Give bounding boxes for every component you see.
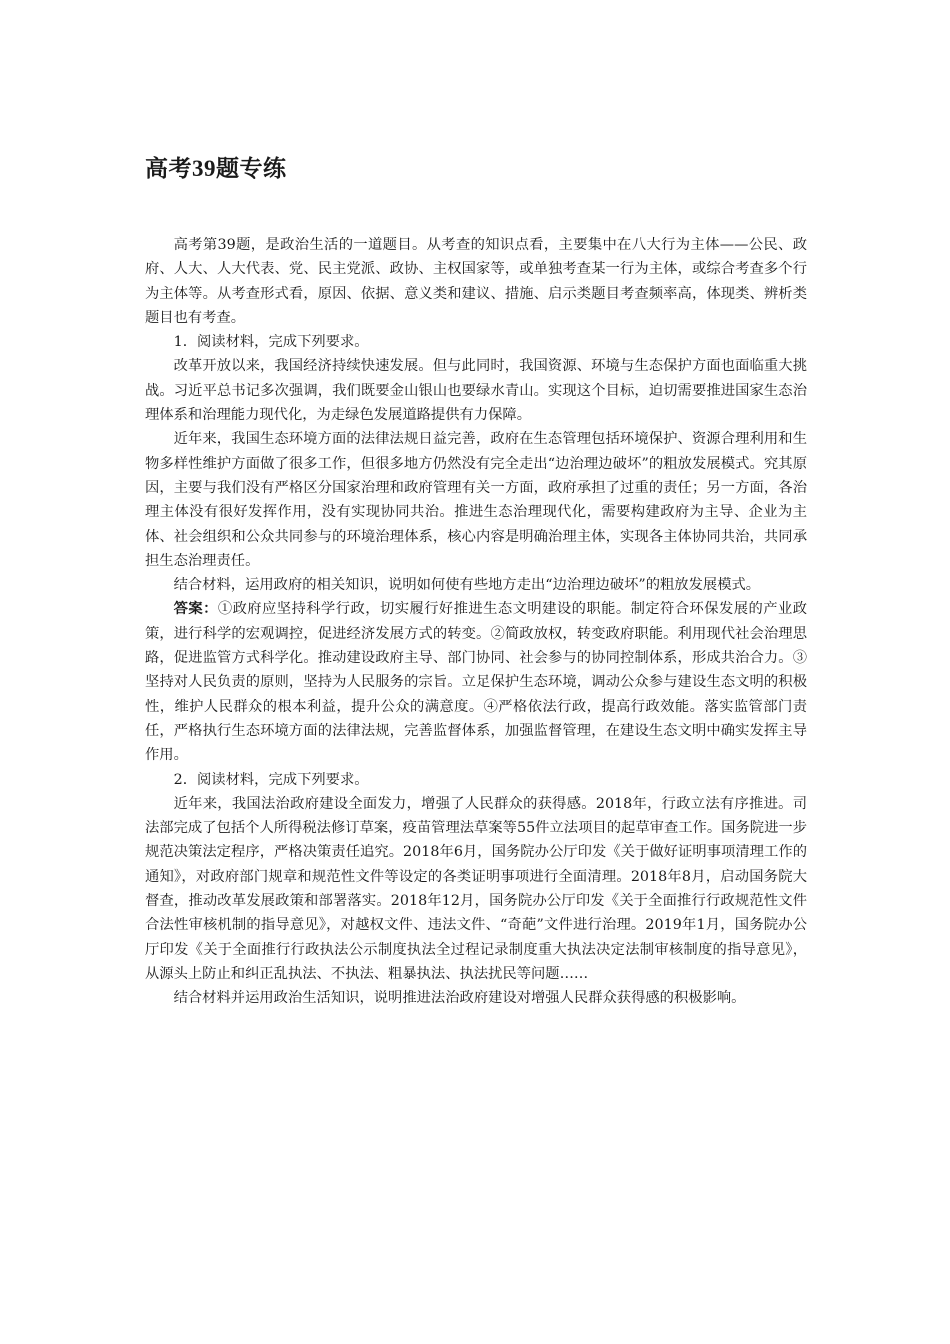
question-1-material-2: 近年来，我国生态环境方面的法律法规日益完善，政府在生态管理包括环境保护、资源合理利用和生物多样性维护方面做了很多工作，但很多地方仍然没有完全走出“边治理边破坏”的粗放发展模式。究其原因，主要与我们没有严格区分国家治理和政府管理有关一方面，政府承担了过重的责任；另一方面，各治理主体没有很好发挥作用，没有实现协同共治。推进生态治理现代化，需要构建政府为主导、企业为主体、社会组织和公众共同参与的环境治理体系，核心内容是明确治理主体，实现各主体协同共治，共同承担生态治理责任。: [145, 431, 807, 569]
question-2-prompt: 结合材料并运用政治生活知识，说明推进法治政府建设对增强人民群众获得感的积极影响。: [173, 990, 746, 1007]
document-body: [145, 233, 807, 1011]
question-1-heading: 1．阅读材料，完成下列要求。: [173, 334, 369, 351]
question-1-material-1: 改革开放以来，我国经济持续快速发展。但与此同时，我国资源、环境与生态保护方面也面临重大挑战。习近平总书记多次强调，我们既要金山银山也要绿水青山。实现这个目标，迫切需要推进国家生态治理体系和治理能力现代化，为走绿色发展道路提供有力保障。: [145, 358, 807, 424]
question-2-material: 近年来，我国法治政府建设全面发力，增强了人民群众的获得感。2018年，行政立法有序推进。司法部完成了包括个人所得税法修订草案，疫苗管理法草案等55件立法项目的起草审查工作。国务院进一步规范决策法定程序，严格决策责任追究。2018年6月，国务院办公厅印发《关于做好证明事项清理工作的通知》，对政府部门规章和规范性文件等设定的各类证明事项进行全面清理。2018年8月，启动国务院大督查，推动改革发展政策和部署落实。2018年12月，国务院办公厅印发《关于全面推行行政规范性文件合法性审核机制的指导意见》，对越权文件、违法文件、“奇葩”文件进行治理。2019年1月，国务院办公厅印发《关于全面推行行政执法公示制度执法全过程记录制度重大执法决定法制审核制度的指导意见》，从源头上防止和纠正乱执法、不执法、粗暴执法、执法扰民等问题……: [145, 795, 807, 982]
question-1-answer: [145, 597, 807, 767]
document-title: 高考39题专练: [145, 156, 287, 181]
question-2-heading: 2．阅读材料，完成下列要求。: [173, 771, 369, 788]
answer-text: ①政府应坚持科学行政，切实履行好推进生态文明建设的职能。制定符合环保发展的产业政策，进行科学的宏观调控，促进经济发展方式的转变。②简政放权，转变政府职能。利用现代社会治理思路，促进监管方式科学化。推动建设政府主导、部门协同、社会参与的协同控制体系，形成共治合力。③坚持对人民负责的原则，坚持为人民服务的宗旨。立足保护生态环境，调动公众参与建设生态文明的积极性，维护人民群众的根本利益，提升公众的满意度。④严格依法行政，提高行政效能。落实监管部门责任，严格执行生态环境方面的法律法规，完善监督体系，加强监督管理，在建设生态文明中确实发挥主导作用。: [145, 601, 808, 764]
intro-paragraph: 高考第39题，是政治生活的一道题目。从考查的知识点看，主要集中在八大行为主体——公民、政府、人大、人大代表、党、民主党派、政协、主权国家等，或单独考查某一行为主体，或综合考查多个行为主体等。从考查形式看，原因、依据、意义类和建议、措施、启示类题目考查频率高，体现类、辨析类题目也有考查。: [145, 237, 807, 326]
question-1-prompt: 结合材料，运用政府的相关知识，说明如何使有些地方走出“边治理边破坏”的粗放发展模式。: [173, 577, 761, 594]
answer-label: 答案：: [173, 601, 218, 618]
